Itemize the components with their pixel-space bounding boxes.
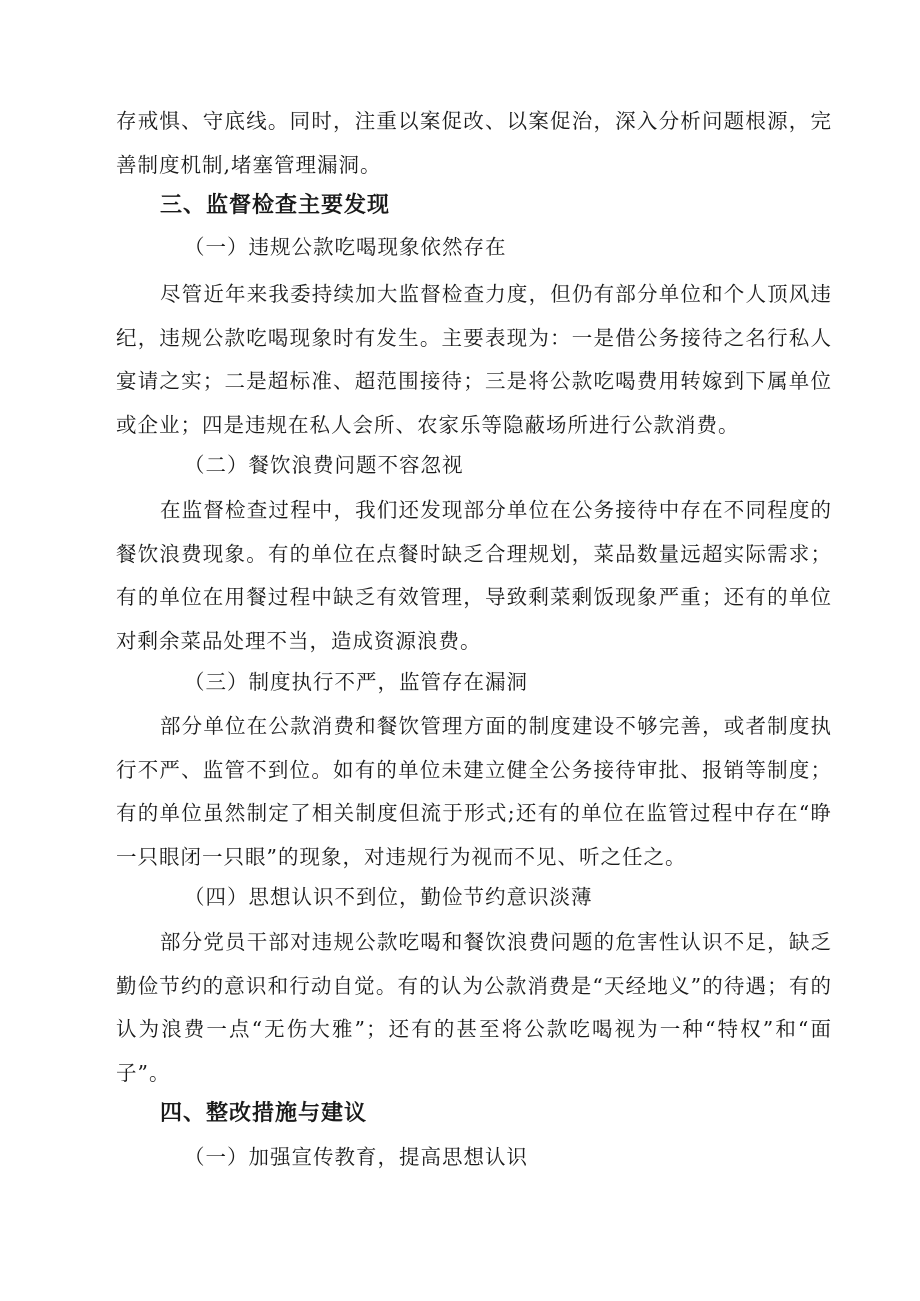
- section4-heading: 四、整改措施与建议: [160, 1101, 368, 1126]
- section3-paragraph-2: 在监督检查过程中，我们还发现部分单位在公务接待中存在不同程度的餐饮浪费现象。有的单位在点餐时缺乏合理规划，菜品数量远超实际需求；有的单位在用餐过程中缺乏有效管理，导致剩菜剩饭现象严重；还有的单位对剩余菜品处理不当，造成资源浪费。: [116, 498, 832, 653]
- section3-heading: 三、监督检查主要发现: [160, 193, 391, 218]
- section3-subheading-1: （一）违规公款吃喝现象依然存在: [184, 235, 507, 259]
- section3-paragraph-3: 部分单位在公款消费和餐饮管理方面的制度建设不够完善，或者制度执行不严、监管不到位。如有的单位未建立健全公务接待审批、报销等制度；有的单位虽然制定了相关制度但流于形式;还有的单位在监管过程中存在“睁一只眼闭一只眼”的现象，对违规行为视而不见、听之任之。: [116, 714, 832, 869]
- section3-paragraph-4: 部分党员干部对违规公款吃喝和餐饮浪费问题的危害性认识不足，缺乏勤俭节约的意识和行动自觉。有的认为公款消费是“天经地义”的待遇；有的认为浪费一点“无伤大雅”；还有的甚至将公款吃喝视为一种“特权”和“面子”。: [116, 930, 832, 1085]
- section3-subheading-3: （三）制度执行不严，监管存在漏洞: [184, 670, 528, 694]
- intro-continuation-paragraph: 存戒惧、守底线。同时，注重以案促改、以案促治，深入分析问题根源，完善制度机制,堵塞管理漏洞。: [116, 109, 832, 177]
- section4-subheading-1: （一）加强宣传教育，提高思想认识: [184, 1145, 528, 1169]
- section3-paragraph-1: 尽管近年来我委持续加大监督检查力度，但仍有部分单位和个人顶风违纪，违规公款吃喝现象时有发生。主要表现为：一是借公务接待之名行私人宴请之实；二是超标准、超范围接待；三是将公款吃喝费用转嫁到下属单位或企业；四是违规在私人会所、农家乐等隐蔽场所进行公款消费。: [116, 282, 832, 437]
- section3-subheading-4: （四）思想认识不到位，勤俭节约意识淡薄: [184, 885, 593, 909]
- section3-subheading-2: （二）餐饮浪费问题不容忽视: [184, 453, 464, 477]
